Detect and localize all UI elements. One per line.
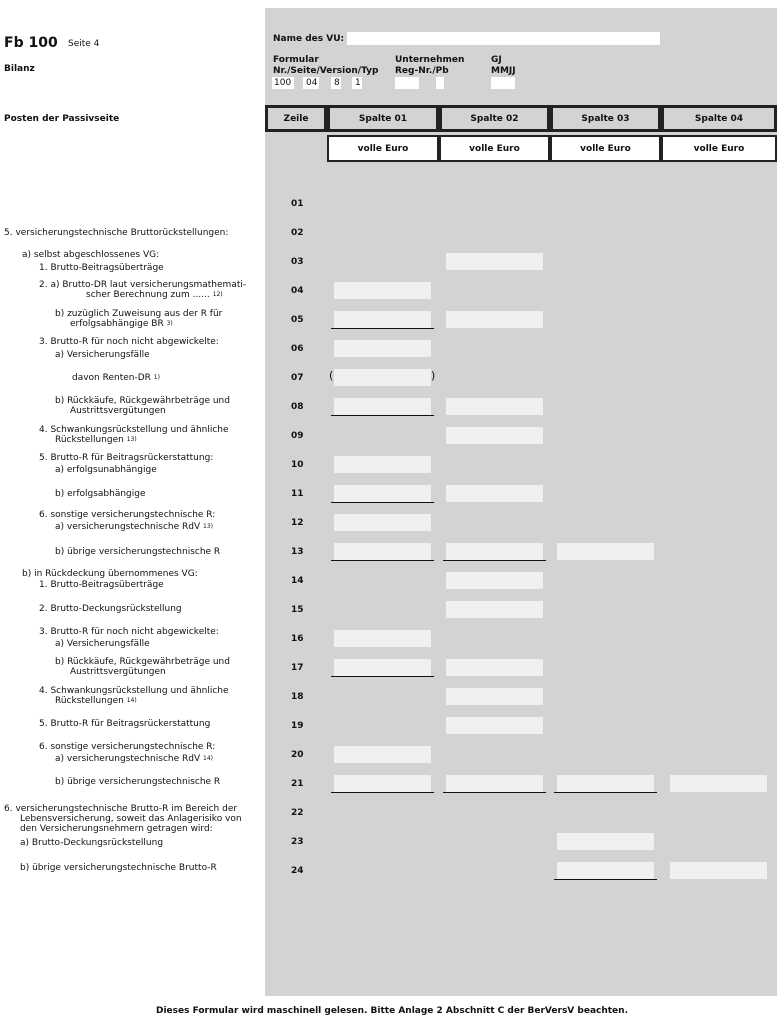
zeile-15: 15	[291, 605, 304, 615]
field-z24-s03[interactable]	[557, 862, 654, 879]
field-z04-s01[interactable]	[334, 282, 431, 299]
zeile-14: 14	[291, 576, 304, 586]
form-nr: 100	[274, 78, 292, 88]
zeile-16: 16	[291, 634, 304, 644]
item-6-line1: 6. versicherungstechnische Brutto-R im Bereich der	[4, 804, 238, 814]
name-vu-field[interactable]	[347, 32, 660, 45]
sum-line-z21-s02	[443, 792, 546, 793]
item-5b3a: a) Versicherungsfälle	[55, 639, 150, 649]
field-z07-s01[interactable]	[334, 369, 431, 386]
pb-field[interactable]	[436, 77, 444, 89]
item-5a6a-text: a) versicherungstechnische RdV	[55, 522, 201, 532]
zeile-17: 17	[291, 663, 304, 673]
item-5a3a: a) Versicherungsfälle	[55, 350, 150, 360]
item-5a5: 5. Brutto-R für Beitragsrückerstattung:	[39, 453, 214, 463]
page-label: Seite 4	[68, 39, 100, 49]
field-z09-s02[interactable]	[446, 427, 543, 444]
gj-field[interactable]	[491, 77, 515, 89]
item-5a2a-line2	[86, 290, 223, 300]
unternehmen-sub-label: Reg-Nr./Pb	[395, 66, 449, 76]
field-z24-s04[interactable]	[670, 862, 767, 879]
item-5a1: 1. Brutto-Beitragsüberträge	[39, 263, 164, 273]
item-5a2a-line2-text: scher Berechnung zum ......	[86, 290, 210, 300]
field-z17-s01[interactable]	[334, 659, 431, 676]
col-spalte-03: Spalte 03	[550, 105, 661, 132]
zeile-08: 08	[291, 402, 304, 412]
item-5a6: 6. sonstige versicherungstechnische R:	[39, 510, 216, 520]
zeile-20: 20	[291, 750, 304, 760]
field-z10-s01[interactable]	[334, 456, 431, 473]
unit-spalte-01: volle Euro	[327, 135, 439, 162]
item-6b: b) übrige versicherungstechnische Brutto-R	[20, 863, 217, 873]
field-z19-s02[interactable]	[446, 717, 543, 734]
item-5b3b-line1: b) Rückkäufe, Rückgewährbeträge und	[55, 657, 230, 667]
item-5: 5. versicherungstechnische Bruttorückstellungen:	[4, 228, 229, 238]
field-z23-s03[interactable]	[557, 833, 654, 850]
zeile-04: 04	[291, 286, 304, 296]
item-5a2b-line2	[70, 319, 173, 329]
item-6-line3: den Versicherungsnehmern getragen wird:	[20, 824, 213, 834]
item-5a3b-line1: b) Rückkäufe, Rückgewährbeträge und	[55, 396, 230, 406]
sum-line-z21-s03	[554, 792, 657, 793]
item-5b6a	[55, 754, 213, 764]
field-z18-s02[interactable]	[446, 688, 543, 705]
item-5b6a-text: a) versicherungstechnische RdV	[55, 754, 201, 764]
field-z14-s02[interactable]	[446, 572, 543, 589]
form-type: 1	[355, 78, 361, 88]
item-5a: a) selbst abgeschlossenes VG:	[22, 250, 160, 260]
item-5b6b: b) übrige versicherungstechnische R	[55, 777, 221, 787]
sum-line-z21-s01	[331, 792, 434, 793]
item-5a2a-line1: 2. a) Brutto-DR laut versicherungsmathemati-	[39, 280, 247, 290]
section-title: Posten der Passivseite	[4, 114, 120, 124]
field-z17-s02[interactable]	[446, 659, 543, 676]
footnote-14: 14)	[126, 697, 137, 704]
zeile-22: 22	[291, 808, 304, 818]
item-6a: a) Brutto-Deckungsrückstellung	[20, 838, 164, 848]
field-z08-s02[interactable]	[446, 398, 543, 415]
field-z11-s02[interactable]	[446, 485, 543, 502]
zeile-11: 11	[291, 489, 304, 499]
field-z13-s02[interactable]	[446, 543, 543, 560]
item-5b: b) in Rückdeckung übernommenes VG:	[22, 569, 198, 579]
sum-line-z24-s03	[554, 879, 657, 880]
zeile-07: 07	[291, 373, 304, 383]
sum-line-z13-s01	[331, 560, 434, 561]
item-5b3: 3. Brutto-R für noch nicht abgewickelte:	[39, 627, 219, 637]
sum-line-z13-s02	[443, 560, 546, 561]
col-spalte-01: Spalte 01	[327, 105, 439, 132]
field-z05-s02[interactable]	[446, 311, 543, 328]
item-5a4-line2-text: Rückstellungen	[55, 435, 124, 445]
footnote-3: 3)	[166, 320, 173, 327]
item-5b1: 1. Brutto-Beitragsüberträge	[39, 580, 164, 590]
footnote-13: 13)	[126, 436, 137, 443]
item-5a3a-renten-text: davon Renten-DR	[72, 373, 151, 383]
item-5b3b-line2: Austrittsvergütungen	[70, 667, 166, 677]
field-z03-s02[interactable]	[446, 253, 543, 270]
field-z16-s01[interactable]	[334, 630, 431, 647]
unit-spalte-04: volle Euro	[661, 135, 777, 162]
item-5b4-line2	[55, 696, 137, 706]
item-5a6a	[55, 522, 213, 532]
zeile-21: 21	[291, 779, 304, 789]
footnote-1: 1)	[153, 374, 160, 381]
sum-line-z11-s01	[331, 502, 434, 503]
field-z13-s03[interactable]	[557, 543, 654, 560]
item-5a5b: b) erfolgsabhängige	[55, 489, 146, 499]
zeile-05: 05	[291, 315, 304, 325]
field-z11-s01[interactable]	[334, 485, 431, 502]
item-5a3: 3. Brutto-R für noch nicht abgewickelte:	[39, 337, 219, 347]
zeile-02: 02	[291, 228, 304, 238]
form-version: 8	[334, 78, 340, 88]
footer-note: Dieses Formular wird maschinell gelesen. Bitte Anlage 2 Abschnitt C der BerVersV beachten.	[155, 1006, 628, 1016]
gj-label: GJ	[491, 55, 502, 65]
field-z12-s01[interactable]	[334, 514, 431, 531]
item-5b6: 6. sonstige versicherungstechnische R:	[39, 742, 216, 752]
field-z06-s01[interactable]	[334, 340, 431, 357]
zeile-12: 12	[291, 518, 304, 528]
item-5b4-line2-text: Rückstellungen	[55, 696, 124, 706]
form-id: Fb 100	[4, 35, 58, 51]
paren-open: (	[329, 369, 334, 382]
field-z21-s04[interactable]	[670, 775, 767, 792]
zeile-03: 03	[291, 257, 304, 267]
field-z21-s03[interactable]	[557, 775, 654, 792]
field-z05-s01[interactable]	[334, 311, 431, 328]
paren-close: )	[431, 369, 436, 382]
item-5b2: 2. Brutto-Deckungsrückstellung	[39, 604, 182, 614]
col-zeile: Zeile	[265, 105, 327, 132]
field-z15-s02[interactable]	[446, 601, 543, 618]
unternehmen-label: Unternehmen	[395, 55, 465, 65]
formular-sub-label: Nr./Seite/Version/Typ	[273, 66, 379, 76]
item-5b5: 5. Brutto-R für Beitragsrückerstattung	[39, 719, 211, 729]
item-5a5a: a) erfolgsunabhängige	[55, 465, 157, 475]
footnote-12: 12)	[212, 291, 223, 298]
formular-label: Formular	[273, 55, 319, 65]
item-6-line2: Lebensversicherung, soweit das Anlagerisiko von	[20, 814, 242, 824]
unit-spalte-03: volle Euro	[550, 135, 661, 162]
zeile-13: 13	[291, 547, 304, 557]
zeile-19: 19	[291, 721, 304, 731]
field-z08-s01[interactable]	[334, 398, 431, 415]
sum-line-z05-s01	[331, 328, 434, 329]
field-z20-s01[interactable]	[334, 746, 431, 763]
item-5a2b-line2-text: erfolgsabhängige BR	[70, 319, 164, 329]
field-z13-s01[interactable]	[334, 543, 431, 560]
zeile-10: 10	[291, 460, 304, 470]
item-5a3b-line2: Austrittsvergütungen	[70, 406, 166, 416]
unit-spalte-02: volle Euro	[439, 135, 550, 162]
gj-sub-label: MMJJ	[491, 66, 516, 76]
reg-nr-field[interactable]	[395, 77, 419, 89]
zeile-09: 09	[291, 431, 304, 441]
form-page: 04	[306, 78, 318, 88]
sum-line-z17-s01	[331, 676, 434, 677]
zeile-23: 23	[291, 837, 304, 847]
item-5a2b-line1: b) zuzüglich Zuweisung aus der R für	[55, 309, 223, 319]
footnote-14b: 14)	[203, 755, 213, 762]
col-spalte-04: Spalte 04	[661, 105, 777, 132]
item-5a4-line2	[55, 435, 137, 445]
item-5b4-line1: 4. Schwankungsrückstellung und ähnliche	[39, 686, 229, 696]
field-z21-s02[interactable]	[446, 775, 543, 792]
zeile-24: 24	[291, 866, 304, 876]
col-spalte-02: Spalte 02	[439, 105, 550, 132]
item-5a4-line1: 4. Schwankungsrückstellung und ähnliche	[39, 425, 229, 435]
zeile-06: 06	[291, 344, 304, 354]
item-5a6b: b) übrige versicherungstechnische R	[55, 547, 221, 557]
name-vu-label: Name des VU:	[273, 34, 345, 44]
sum-line-z08-s01	[331, 415, 434, 416]
zeile-18: 18	[291, 692, 304, 702]
footnote-13b: 13)	[203, 523, 213, 530]
zeile-01: 01	[291, 199, 304, 209]
item-5a3a-renten	[72, 373, 160, 383]
field-z21-s01[interactable]	[334, 775, 431, 792]
subtitle: Bilanz	[4, 64, 35, 74]
